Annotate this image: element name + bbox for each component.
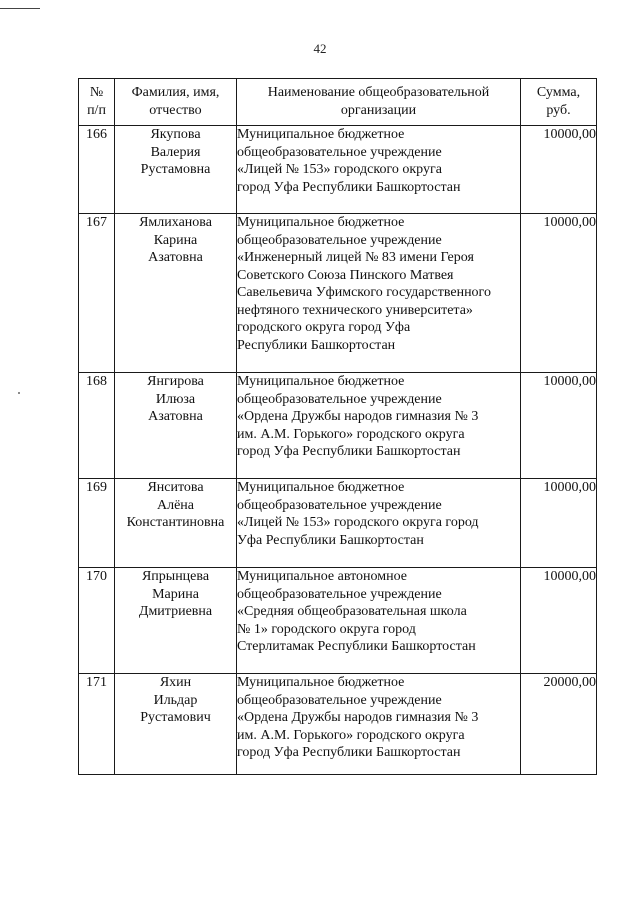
table-row: [79, 674, 597, 775]
organization-name: [237, 126, 521, 214]
recipient-name: [115, 568, 237, 674]
recipient-name: [115, 479, 237, 568]
row-number: 169: [79, 479, 115, 568]
organization-line: «Ордена Дружбы народов гимназия № 3: [237, 710, 479, 725]
name-line: Азатовна: [148, 250, 203, 265]
organization-line: Муниципальное бюджетное: [237, 675, 405, 690]
organization-line: общеобразовательное учреждение: [237, 497, 442, 513]
name-line: Янгирова: [147, 374, 204, 389]
name-line: Янситова: [147, 480, 204, 495]
recipient-name: [115, 373, 237, 479]
table-row: [79, 568, 597, 674]
name-line: Валерия: [150, 144, 201, 160]
scan-edge-mark: [0, 8, 40, 9]
organization-line: город Уфа Республики Башкортостан: [237, 179, 461, 195]
name-line: Япрынцева: [141, 569, 210, 584]
table-row: [79, 373, 597, 479]
organization-line: общеобразовательное учреждение: [237, 144, 442, 160]
name-line: Якупова: [150, 127, 201, 142]
amount: 10000,00: [521, 373, 597, 479]
name-line: Ямлиханова: [139, 215, 212, 230]
organization-line: «Средняя общеобразовательная школа: [237, 604, 467, 619]
organization-line: город Уфа Республики Башкортостан: [237, 745, 461, 760]
row-number: 167: [79, 214, 115, 373]
organization-name: [237, 674, 521, 775]
table-row: [79, 479, 597, 568]
organization-name: [237, 214, 521, 373]
name-line: Ильдар: [153, 692, 198, 708]
recipient-name: [115, 674, 237, 775]
name-line: Алёна: [156, 497, 195, 513]
organization-line: Муниципальное бюджетное: [237, 374, 405, 389]
organization-line: городского округа город Уфа: [237, 320, 411, 335]
organization-line: общеобразовательное учреждение: [237, 586, 442, 602]
page-number: 42: [313, 41, 327, 56]
header-number: № п/п: [79, 79, 115, 126]
organization-line: «Инженерный лицей № 83 имени Героя: [237, 250, 474, 265]
recipient-name: [115, 214, 237, 373]
organization-line: «Лицей № 153» городского округа город: [237, 515, 479, 530]
organization-name: [237, 479, 521, 568]
organization-line: Советского Союза Пинского Матвея: [237, 267, 454, 283]
name-line: Рустамович: [140, 710, 211, 725]
organization-name: [237, 373, 521, 479]
organization-line: им. А.М. Горького» городского округа: [237, 727, 465, 743]
organization-line: Савельевича Уфимского государственного: [237, 285, 491, 300]
name-line: Карина: [153, 232, 198, 248]
organization-line: Стерлитамак Республики Башкортостан: [237, 639, 476, 654]
row-number: 166: [79, 126, 115, 214]
organization-line: Муниципальное бюджетное: [237, 215, 405, 230]
table-row: [79, 126, 597, 214]
name-line: Дмитриевна: [138, 604, 213, 619]
name-line: Марина: [152, 586, 199, 602]
recipients-table: [78, 78, 597, 775]
recipient-name: [115, 126, 237, 214]
amount: 10000,00: [521, 479, 597, 568]
amount: 10000,00: [521, 126, 597, 214]
header-organization: Наименование общеобразовательной организации: [237, 79, 521, 126]
organization-line: общеобразовательное учреждение: [237, 692, 442, 708]
organization-name: [237, 568, 521, 674]
organization-line: нефтяного технического университета»: [237, 302, 473, 318]
organization-line: Муниципальное бюджетное: [237, 480, 405, 495]
organization-line: им. А.М. Горького» городского округа: [237, 426, 465, 442]
organization-line: Уфа Республики Башкортостан: [237, 532, 424, 548]
organization-line: Муниципальное бюджетное: [237, 127, 405, 142]
name-line: Яхин: [159, 675, 192, 690]
row-number: 168: [79, 373, 115, 479]
organization-line: Муниципальное автономное: [237, 569, 408, 584]
organization-line: общеобразовательное учреждение: [237, 232, 442, 248]
header-amount: Сумма, руб.: [521, 79, 597, 126]
amount: 20000,00: [521, 674, 597, 775]
name-line: Азатовна: [148, 409, 203, 424]
organization-line: «Ордена Дружбы народов гимназия № 3: [237, 409, 479, 424]
amount: 10000,00: [521, 214, 597, 373]
organization-line: «Лицей № 153» городского округа: [237, 162, 442, 177]
row-number: 171: [79, 674, 115, 775]
table-row: [79, 214, 597, 373]
header-full-name: Фамилия, имя, отчество: [115, 79, 237, 126]
name-line: Константиновна: [126, 515, 225, 530]
name-line: Рустамовна: [140, 162, 211, 177]
name-line: Илюза: [155, 391, 196, 407]
row-number: 170: [79, 568, 115, 674]
organization-line: общеобразовательное учреждение: [237, 391, 442, 407]
organization-line: Республики Башкортостан: [237, 337, 396, 353]
organization-line: город Уфа Республики Башкортостан: [237, 444, 461, 459]
amount: 10000,00: [521, 568, 597, 674]
organization-line: № 1» городского округа город: [237, 621, 416, 637]
table-header-row: [79, 79, 597, 126]
scan-speck: [18, 392, 20, 394]
